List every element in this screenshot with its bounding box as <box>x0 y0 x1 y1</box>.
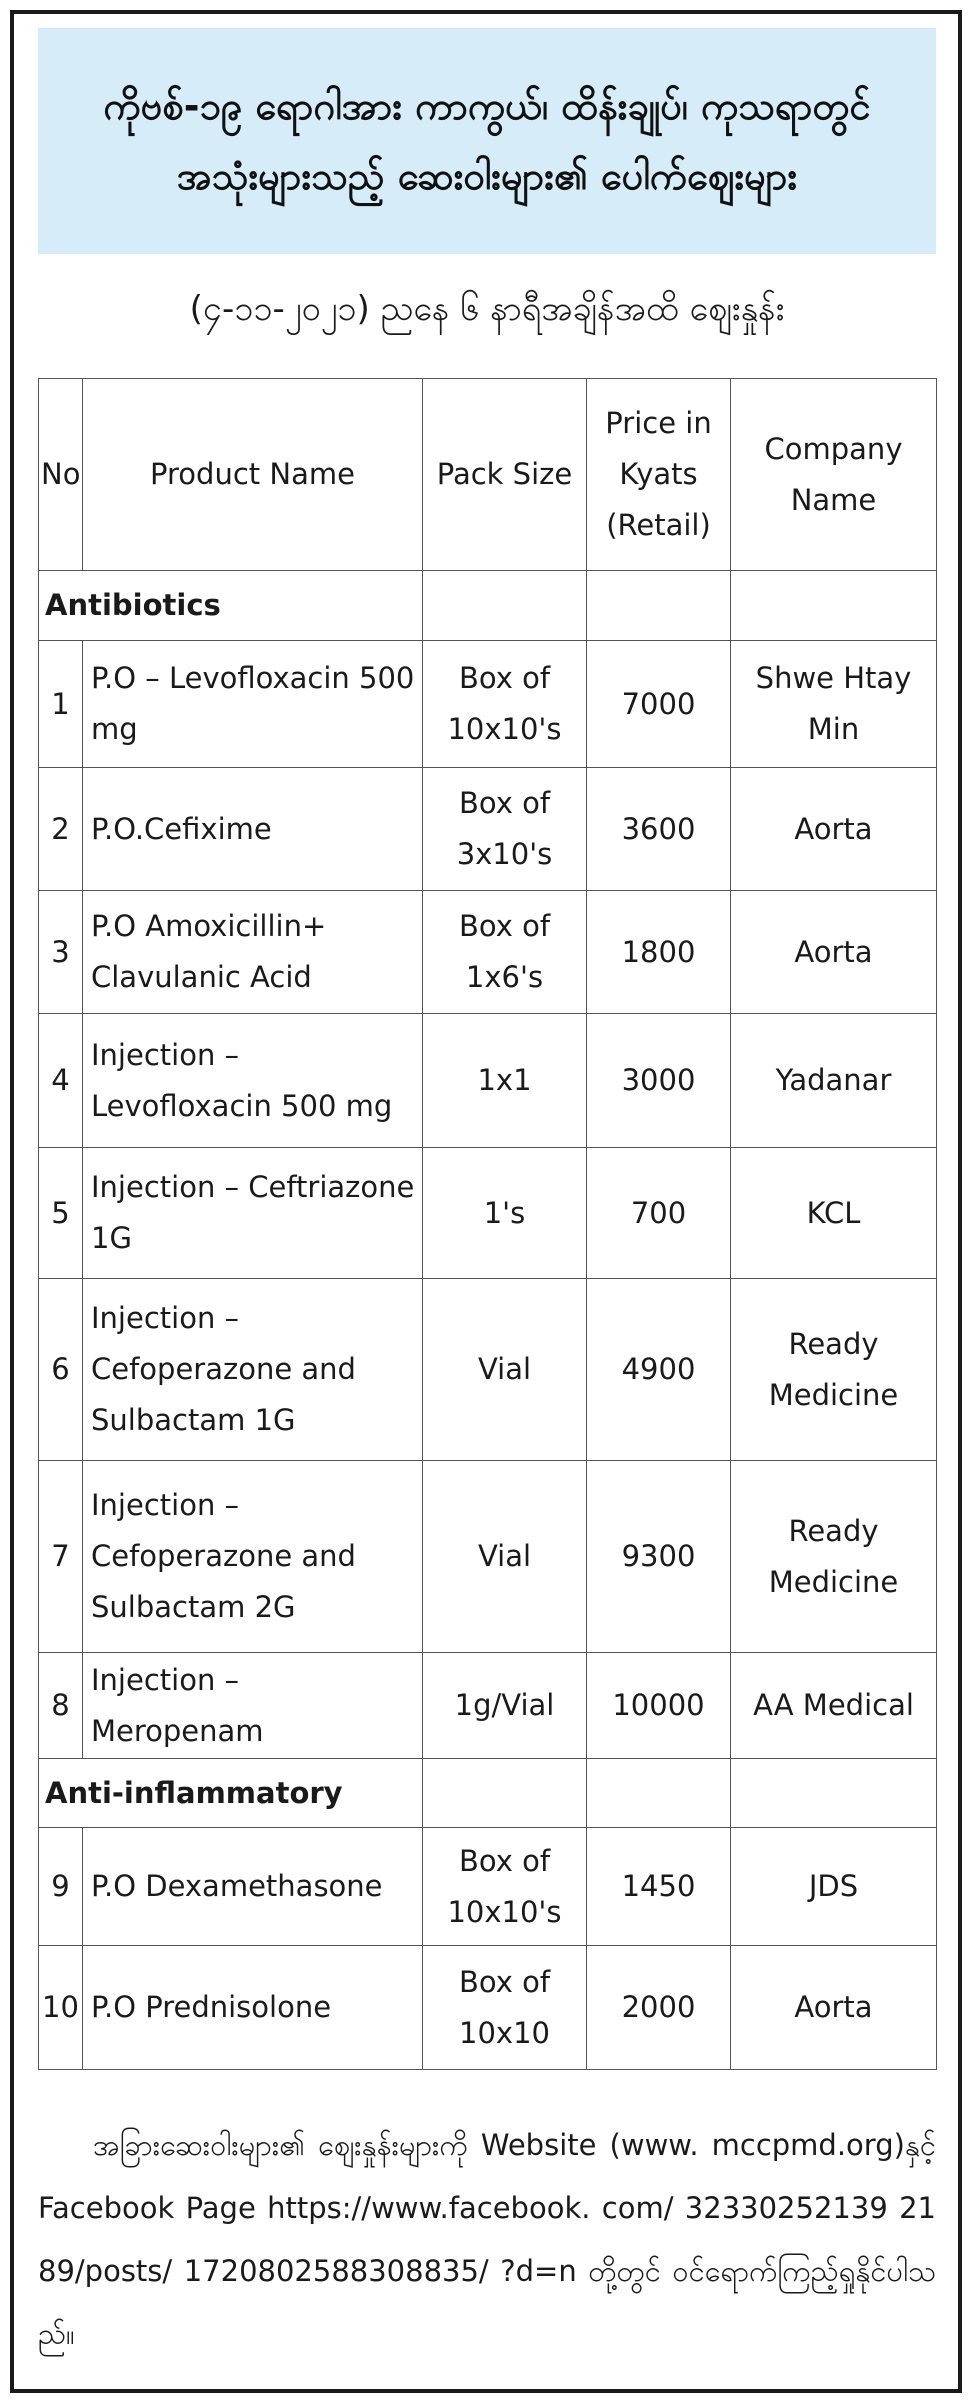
row-product: P.O – Levofloxacin 500 mg <box>83 641 423 768</box>
table-row <box>39 1279 937 1461</box>
row-no: 10 <box>39 1946 83 2070</box>
row-no: 2 <box>39 768 83 891</box>
table-row <box>39 1946 937 2070</box>
empty-cell <box>587 571 731 641</box>
row-company: Ready Medicine <box>731 1279 937 1461</box>
row-price: 700 <box>587 1148 731 1279</box>
row-product: Injection – Ceftriazone 1G <box>83 1148 423 1279</box>
row-company: Aorta <box>731 1946 937 2070</box>
row-company: Ready Medicine <box>731 1461 937 1653</box>
empty-cell <box>731 571 937 641</box>
table-row <box>39 1828 937 1946</box>
table-row <box>39 1461 937 1653</box>
row-price: 1800 <box>587 891 731 1014</box>
row-price: 10000 <box>587 1653 731 1759</box>
table-row <box>39 641 937 768</box>
row-no: 8 <box>39 1653 83 1759</box>
row-price: 4900 <box>587 1279 731 1461</box>
row-company: KCL <box>731 1148 937 1279</box>
row-no: 7 <box>39 1461 83 1653</box>
row-pack: Box of 10x10 <box>423 1946 587 2070</box>
row-price: 3000 <box>587 1014 731 1148</box>
row-product: Injection – Cefoperazone and Sulbactam 1G <box>83 1279 423 1461</box>
header-price: Price in Kyats (Retail) <box>587 379 731 571</box>
row-product: P.O.Cefixime <box>83 768 423 891</box>
row-product: P.O Prednisolone <box>83 1946 423 2070</box>
row-no: 4 <box>39 1014 83 1148</box>
category-row <box>39 571 937 641</box>
row-no: 9 <box>39 1828 83 1946</box>
row-company: Aorta <box>731 768 937 891</box>
title-line-2: အသုံးများသည့် ဆေးဝါးများ၏ ပေါက်ဈေးများ <box>176 154 798 198</box>
price-table <box>38 378 937 2070</box>
row-price: 9300 <box>587 1461 731 1653</box>
row-pack: 1x1 <box>423 1014 587 1148</box>
header-pack: Pack Size <box>423 379 587 571</box>
row-no: 6 <box>39 1279 83 1461</box>
row-pack: 1's <box>423 1148 587 1279</box>
row-product: Injection – Levofloxacin 500 mg <box>83 1014 423 1148</box>
row-price: 2000 <box>587 1946 731 2070</box>
table-row <box>39 768 937 891</box>
row-company: JDS <box>731 1828 937 1946</box>
row-pack: Box of 10x10's <box>423 641 587 768</box>
title-line-1: ကိုဗစ်-၁၉ ရောဂါအား ကာကွယ်၊ ထိန်းချုပ်၊ ကုသရာတွင် <box>103 84 871 128</box>
header-no: No <box>39 379 83 571</box>
row-pack: Box of 3x10's <box>423 768 587 891</box>
row-price: 3600 <box>587 768 731 891</box>
table-row <box>39 1653 937 1759</box>
row-company: AA Medical <box>731 1653 937 1759</box>
row-pack: Vial <box>423 1461 587 1653</box>
header-company: Company Name <box>731 379 937 571</box>
table-row <box>39 891 937 1014</box>
category-row <box>39 1759 937 1828</box>
footer-note <box>38 2114 936 2366</box>
row-product: P.O Dexamethasone <box>83 1828 423 1946</box>
date-line: (၄-၁၁-၂၀၂၁) ညနေ ၆ နာရီအချိန်အထိ ဈေးနှုန်း <box>189 289 785 329</box>
empty-cell <box>423 1759 587 1828</box>
category-antibiotics: Antibiotics <box>39 571 423 641</box>
empty-cell <box>587 1759 731 1828</box>
empty-cell <box>423 571 587 641</box>
row-product: Injection – Meropenam <box>83 1653 423 1759</box>
row-pack: 1g/Vial <box>423 1653 587 1759</box>
row-price: 7000 <box>587 641 731 768</box>
row-no: 1 <box>39 641 83 768</box>
category-anti-inflammatory: Anti-inflammatory <box>39 1759 423 1828</box>
row-no: 5 <box>39 1148 83 1279</box>
row-product: P.O Amoxicillin+ Clavulanic Acid <box>83 891 423 1014</box>
page-frame <box>10 10 962 2393</box>
row-no: 3 <box>39 891 83 1014</box>
title-banner <box>38 28 936 254</box>
header-product: Product Name <box>83 379 423 571</box>
row-company: Yadanar <box>731 1014 937 1148</box>
row-pack: Vial <box>423 1279 587 1461</box>
empty-cell <box>731 1759 937 1828</box>
footer-text: အခြားဆေးဝါးများ၏ ဈေးနှုန်းများကို Website (www. mccpmd.org)နှင့် Facebook Page https://www.facebook. com/ 32330252139 2189/posts/ 1720802588308835/ ?d=n တို့တွင် ဝင်ရောက်ကြည့်ရှုနိုင်ပါသည်။ <box>38 2128 936 2351</box>
row-pack: Box of 1x6's <box>423 891 587 1014</box>
row-price: 1450 <box>587 1828 731 1946</box>
row-pack: Box of 10x10's <box>423 1828 587 1946</box>
header-row <box>39 379 937 571</box>
row-product: Injection – Cefoperazone and Sulbactam 2G <box>83 1461 423 1653</box>
table-row <box>39 1014 937 1148</box>
table-row <box>39 1148 937 1279</box>
row-company: Aorta <box>731 891 937 1014</box>
row-company: Shwe Htay Min <box>731 641 937 768</box>
